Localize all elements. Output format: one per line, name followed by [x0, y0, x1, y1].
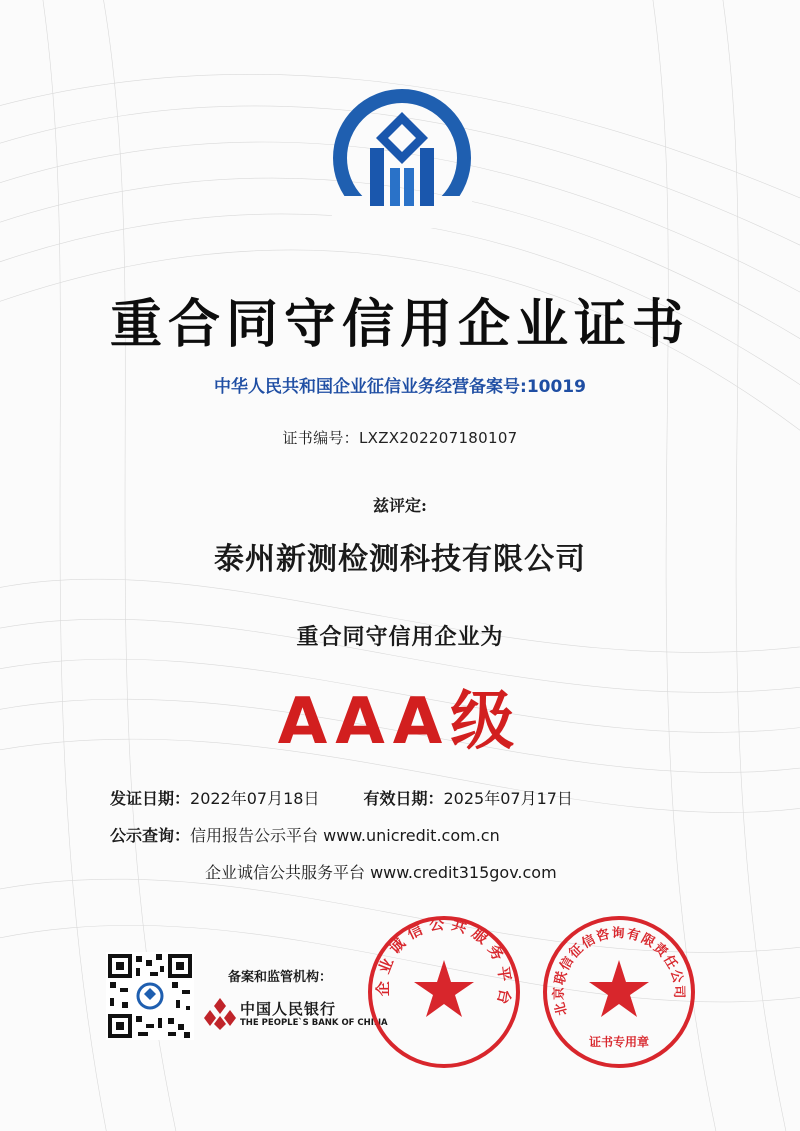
- credit-grade: AAA级: [277, 685, 523, 759]
- regulator-label: 备案和监管机构：: [228, 970, 333, 985]
- seal-2-bottom-text: 证书专用章: [588, 1035, 650, 1049]
- star-icon: [589, 960, 649, 1017]
- public-query-label: 公示查询：: [110, 826, 191, 845]
- platform-2-row: [205, 860, 557, 883]
- date-row: [110, 786, 573, 809]
- certificate-number-row: [0, 427, 800, 448]
- star-icon: [414, 960, 474, 1017]
- credit-logo-icon: [332, 88, 472, 228]
- valid-date: 2025年07月17日: [443, 789, 573, 808]
- certificate-number: LXZX202207180107: [359, 429, 518, 447]
- registration-number: 中华人民共和国企业征信业务经营备案号:10019: [214, 377, 586, 397]
- certificate-title: 重合同守信用企业证书: [109, 295, 690, 355]
- pboc-name-en: THE PEOPLE`S BANK OF CHINA: [240, 1018, 388, 1028]
- platform-2: 企业诚信公共服务平台 www.credit315gov.com: [205, 863, 557, 882]
- intro-text: 兹评定:: [373, 496, 427, 515]
- seal-2-text: 北京联信征信咨询有限责任公司: [551, 926, 687, 1018]
- rated-as-text: 重合同守信用企业为: [296, 624, 504, 650]
- company-name: 泰州新测检测科技有限公司: [214, 542, 586, 577]
- certificate-number-label: 证书编号：: [282, 429, 359, 447]
- issue-date: 2022年07月18日: [190, 789, 320, 808]
- issue-date-label: 发证日期：: [110, 789, 191, 808]
- pboc-name-cn: 中国人民银行: [240, 1000, 337, 1018]
- public-query-row: [110, 823, 500, 846]
- official-seal-2: [541, 914, 697, 1070]
- official-seal-1: [366, 914, 522, 1070]
- qr-code-icon[interactable]: [106, 952, 194, 1040]
- valid-date-label: 有效日期：: [363, 789, 444, 808]
- seal-1-text: 企业诚信公共服务平台: [373, 914, 515, 1012]
- platform-1: 信用报告公示平台 www.unicredit.com.cn: [190, 826, 500, 845]
